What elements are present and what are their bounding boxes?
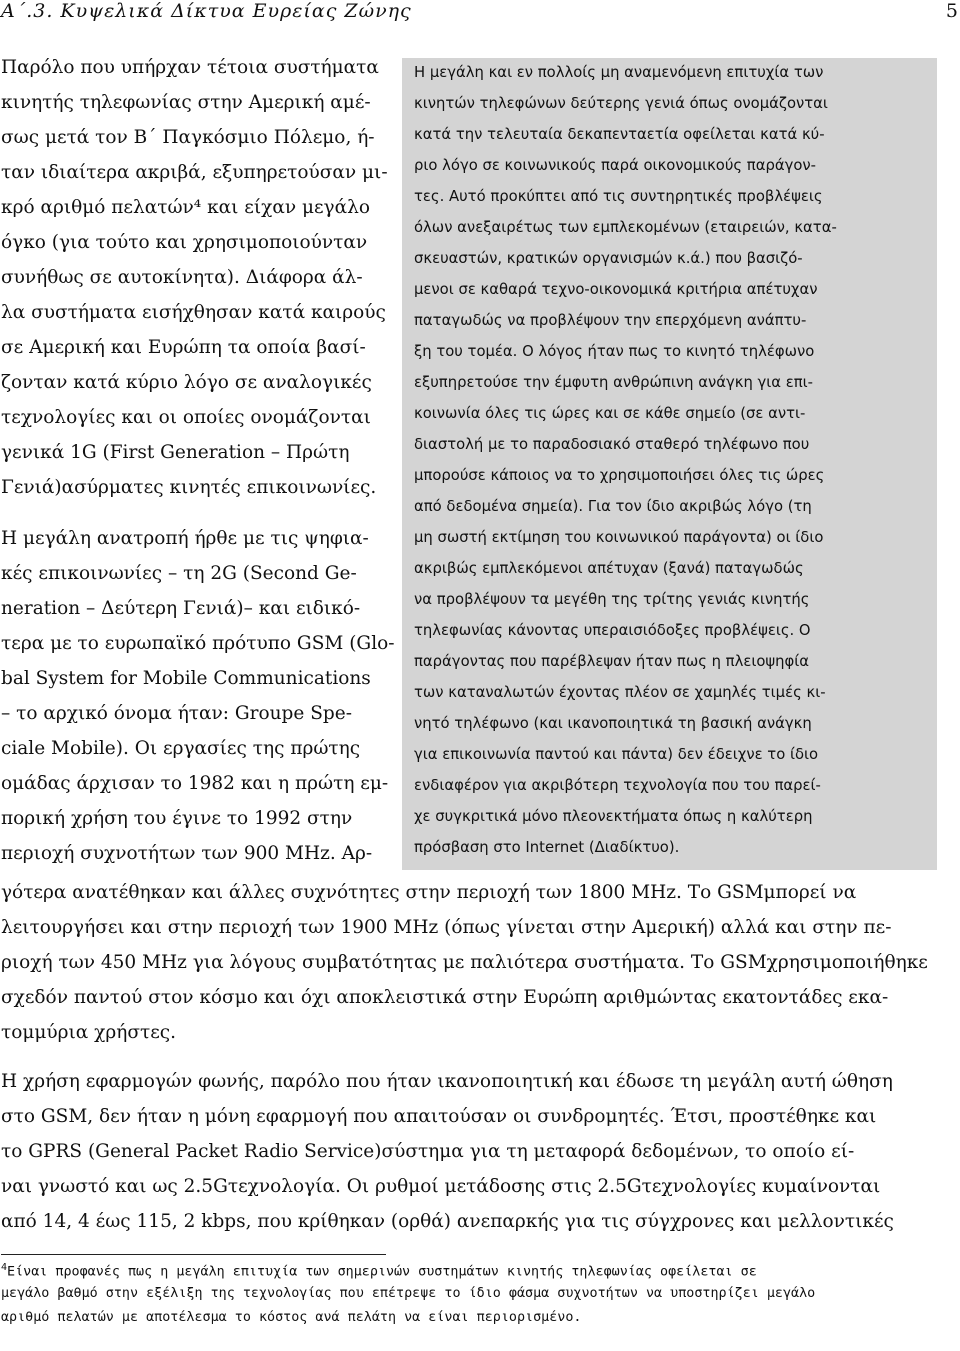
text-line: πορική χρήση του έγινε το 1992 στην bbox=[1, 808, 353, 829]
box-line: μπορούσε κάποιος να το χρησιμοποιήσει όλες τις ώρες bbox=[414, 467, 825, 484]
text-line: – το αρχικό όνομα ήταν: Groupe Spe- bbox=[1, 703, 352, 724]
box-line: εξυπηρετούσε την έμφυτη ανθρώπινη ανάγκη για επι- bbox=[414, 374, 813, 391]
page-number: 5 bbox=[945, 0, 958, 22]
box-line: κινητών τηλεφώνων δεύτερης γενιά όπως ονομάζονται bbox=[414, 95, 828, 112]
text-line: Παρόλο που υπήρχαν τέτοια συστήματα bbox=[1, 57, 379, 78]
text-line: ριοχή των 450 MHz για λόγους συμβατότητας με παλιότερα συστήματα. Το GSMχρησιμοποιήθηκε bbox=[1, 952, 928, 973]
text-line: σως μετά τον Β΄ Παγκόσμιο Πόλεμο, ή- bbox=[1, 127, 375, 148]
text-line: σχεδόν παντού στον κόσμο και όχι αποκλειστικά στην Ευρώπη αριθμώντας εκατοντάδες εκα- bbox=[1, 987, 889, 1008]
footnote-line bbox=[1, 1262, 757, 1279]
box-line: ενδιαφέρον για ακριβότερη τεχνολογία που του παρεί- bbox=[414, 777, 821, 794]
text-line: στο GSM, δεν ήταν η μόνη εφαρμογή που απαιτούσαν οι συνδρομητές. Έτσι, προστέθηκε και bbox=[1, 1106, 877, 1127]
box-line: τες. Αυτό προκύπτει από τις συντηρητικές προβλέψεις bbox=[414, 188, 823, 205]
text-line: τερα με το ευρωπαϊκό πρότυπο GSM (Glo- bbox=[1, 633, 395, 654]
box-line: ακριβώς εμπλεκόμενοι απέτυχαν (ξανά) παταγωδώς bbox=[414, 560, 804, 577]
footnote-text: Είναι προφανές πως η μεγάλη επιτυχία των σημερινών συστημάτων κινητής τηλεφωνίας οφείλεται σε bbox=[7, 1264, 757, 1280]
box-line: παράγοντας που παρέβλεψαν ήταν πως η πλειοψηφία bbox=[414, 653, 810, 670]
text-line: περιοχή συχνοτήτων των 900 MHz. Αρ- bbox=[1, 843, 373, 864]
text-line: τεχνολογίες και οι οποίες ονομάζονται bbox=[1, 407, 371, 428]
box-line: κοινωνία όλες τις ώρες και σε κάθε σημείο (σε αντι- bbox=[414, 405, 806, 422]
running-header bbox=[0, 0, 960, 26]
box-line: διαστολή με το παραδοσιακό σταθερό τηλέφωνο που bbox=[414, 436, 810, 453]
text-line: γενικά 1G (First Generation – Πρώτη bbox=[1, 442, 350, 463]
text-line: ζονταν κατά κύριο λόγο σε αναλογικές bbox=[1, 372, 372, 393]
text-line: λα συστήματα εισήχθησαν κατά καιρούς bbox=[1, 302, 386, 323]
text-line: κρό αριθμό πελατών⁴ και είχαν μεγάλο bbox=[1, 197, 370, 218]
box-line: να προβλέψουν τα μεγέθη της τρίτης γενιάς κινητής bbox=[414, 591, 810, 608]
box-line: σκευαστών, κρατικών οργανισμών κ.ά.) που βασιζό- bbox=[414, 250, 803, 267]
text-line: ταν ιδιαίτερα ακριβά, εξυπηρετούσαν μι- bbox=[1, 162, 388, 183]
left-column-text bbox=[1, 57, 403, 877]
text-line: ομάδας άρχισαν το 1982 και η πρώτη εμ- bbox=[1, 773, 389, 794]
text-line: γότερα ανατέθηκαν και άλλες συχνότητες στην περιοχή των 1800 MHz. Το GSMμπορεί να bbox=[1, 882, 857, 903]
footnote-marker: 4 bbox=[1, 1262, 8, 1273]
footnote-line: μεγάλο βαθμό στην εξέλιξη της τεχνολογίας που επέτρεψε το ίδιο φάσμα συχνοτήτων να υποστηρίζει μεγάλο bbox=[1, 1286, 816, 1301]
text-line: Γενιά)ασύρματες κινητές επικοινωνίες. bbox=[1, 477, 377, 498]
footnote-rule bbox=[1, 1254, 386, 1255]
text-line: όγκο (για τούτο και χρησιμοποιούνταν bbox=[1, 232, 368, 253]
highlight-box bbox=[402, 58, 937, 870]
text-line: Η μεγάλη ανατροπή ήρθε με τις ψηφια- bbox=[1, 528, 369, 549]
box-line: χε συγκριτικά μόνο πλεονεκτήματα όπως η καλύτερη bbox=[414, 808, 813, 825]
box-line: νητό τηλέφωνο (και ικανοποιητικά τη βασική ανάγκη bbox=[414, 715, 812, 732]
box-line: όλων ανεξαιρέτως των εμπλεκομένων (εταιρειών, κατα- bbox=[414, 219, 837, 236]
box-line: Η μεγάλη και εν πολλοίς μη αναμενόμενη επιτυχία των bbox=[414, 64, 824, 81]
box-line: ξη του τομέα. Ο λόγος ήταν πως το κινητό τηλέφωνο bbox=[414, 343, 815, 360]
text-line: bal System for Mobile Communications bbox=[1, 668, 371, 689]
box-line: για επικοινωνία παντού και πάντα) δεν έδειχνε το ίδιο bbox=[414, 746, 819, 763]
text-line: κές επικοινωνίες – τη 2G (Second Ge- bbox=[1, 563, 357, 584]
text-line: σε Αμερική και Ευρώπη τα οποία βασί- bbox=[1, 337, 366, 358]
box-line: των καταναλωτών έχοντας πλέον σε χαμηλές τιμές κι- bbox=[414, 684, 826, 701]
box-line: από δεδομένα σημεία). Για τον ίδιο ακριβώς λόγο (τη bbox=[414, 498, 812, 515]
text-line: συνήθως σε αυτοκίνητα). Διάφορα άλ- bbox=[1, 267, 363, 288]
box-line: κατά την τελευταία δεκαπενταετία οφείλεται κατά κύ- bbox=[414, 126, 825, 143]
text-line: ciale Mobile). Οι εργασίες της πρώτης bbox=[1, 738, 361, 759]
text-line: το GPRS (General Packet Radio Service)σύστημα για τη μεταφορά δεδομένων, το οποίο εί- bbox=[1, 1141, 855, 1162]
box-line: μη σωστή εκτίμηση του κοινωνικού παράγοντα) οι ίδιο bbox=[414, 529, 824, 546]
box-line: πρόσβαση στο Internet (Διαδίκτυο). bbox=[414, 839, 680, 856]
text-line: neration – Δεύτερη Γενιά)– και ειδικό- bbox=[1, 598, 361, 619]
text-line: κινητής τηλεφωνίας στην Αμερική αμέ- bbox=[1, 92, 371, 113]
text-line: λειτουργήσει και στην περιοχή των 1900 MHz (όπως γίνεται στην Αμερική) αλλά και στην πε- bbox=[1, 917, 892, 938]
box-line: τηλεφωνίας κάνοντας υπεραισιόδοξες προβλέψεις. Ο bbox=[414, 622, 811, 639]
text-line: από 14, 4 έως 115, 2 kbps, που κρίθηκαν (ορθά) ανεπαρκής για τις σύγχρονες και μελλοντικές bbox=[1, 1211, 894, 1232]
box-line: ριο λόγο σε κοινωνικούς παρά οικονομικούς παράγον- bbox=[414, 157, 817, 174]
text-line: ναι γνωστό και ως 2.5Gτεχνολογία. Οι ρυθμοί μετάδοσης στις 2.5Gτεχνολογίες κυμαίνονται bbox=[1, 1176, 881, 1197]
text-line: Η χρήση εφαρμογών φωνής, παρόλο που ήταν ικανοποιητική και έδωσε τη μεγάλη αυτή ώθηση bbox=[1, 1071, 893, 1092]
box-line: μενοι σε καθαρά τεχνο-οικονομικά κριτήρια απέτυχαν bbox=[414, 281, 818, 298]
box-line: παταγωδώς να προβλέψουν την επερχόμενη ανάπτυ- bbox=[414, 312, 807, 329]
footnote-line: αριθμό πελατών με αποτέλεσμα το κόστος ανά πελάτη να είναι περιορισμένο. bbox=[1, 1310, 582, 1325]
chapter-title: Α΄.3. Κυψελικά Δίκτυα Ευρείας Ζώνης bbox=[1, 0, 412, 22]
text-line: τομμύρια χρήστες. bbox=[1, 1022, 177, 1043]
